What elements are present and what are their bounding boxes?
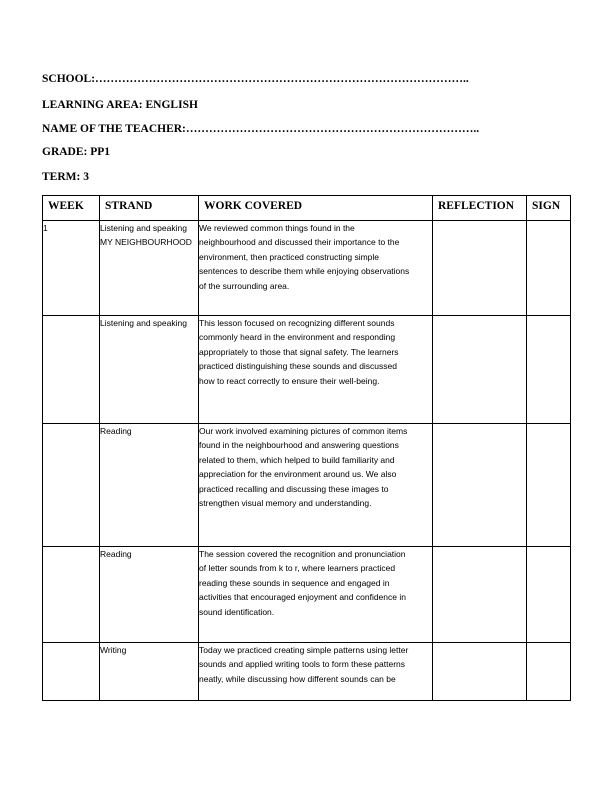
- week-cell: 1: [43, 221, 100, 316]
- sign-cell: [527, 316, 571, 424]
- sign-cell: [527, 424, 571, 547]
- teacher-name-field: NAME OF THE TEACHER:…………………………………………………………………..: [42, 123, 480, 135]
- term-field: TERM: 3: [42, 171, 89, 183]
- reflection-cell: [433, 316, 527, 424]
- strand-cell: Listening and speaking MY NEIGHBOURHOOD: [100, 221, 199, 316]
- work-covered-text: Today we practiced creating simple patterns using letter sounds and applied writing tools to form these patterns neatly, while discussing how different sounds can be: [199, 645, 409, 684]
- column-header-week: WEEK: [43, 196, 100, 221]
- sign-cell: [527, 221, 571, 316]
- table-row: [43, 424, 571, 547]
- reflection-cell: [433, 547, 527, 643]
- column-header-reflection: REFLECTION: [433, 196, 527, 221]
- work-covered-cell: [199, 643, 433, 701]
- table-row: [43, 221, 571, 316]
- column-header-sign: SIGN: [527, 196, 571, 221]
- work-covered-table: [42, 195, 571, 701]
- reflection-cell: [433, 643, 527, 701]
- table-header-row: [43, 196, 571, 221]
- week-cell: [43, 643, 100, 701]
- reflection-cell: [433, 424, 527, 547]
- sign-cell: [527, 643, 571, 701]
- school-field: SCHOOL:……………………………………………………………………………………..: [42, 73, 469, 85]
- work-covered-cell: [199, 221, 433, 316]
- work-covered-text: The session covered the recognition and pronunciation of letter sounds from k to r, where learners practiced reading these sounds in sequence and engaged in activities that encouraged enjoyment and confidence in sound identification.: [199, 549, 406, 617]
- work-covered-cell: [199, 424, 433, 547]
- strand-cell: Writing: [100, 643, 199, 701]
- table-row: [43, 316, 571, 424]
- work-covered-text: This lesson focused on recognizing different sounds commonly heard in the environment and responding appropriately to those that signal safety. The learners practiced distinguishing these sounds and discussed how to react correctly to ensure their well-being.: [199, 318, 399, 386]
- sign-cell: [527, 547, 571, 643]
- week-cell: [43, 424, 100, 547]
- reflection-cell: [433, 221, 527, 316]
- learning-area-field: LEARNING AREA: ENGLISH: [42, 99, 198, 111]
- strand-cell: Listening and speaking: [100, 316, 199, 424]
- work-covered-text: Our work involved examining pictures of common items found in the neighbourhood and answering questions related to them, which helped to build familiarity and appreciation for the environment around us. We also practiced recalling and discussing these images to strengthen visual memory and understanding.: [199, 426, 408, 509]
- week-cell: [43, 547, 100, 643]
- strand-cell: Reading: [100, 424, 199, 547]
- column-header-work-covered: WORK COVERED: [199, 196, 433, 221]
- table-row: [43, 643, 571, 701]
- strand-cell: Reading: [100, 547, 199, 643]
- grade-field: GRADE: PP1: [42, 146, 111, 158]
- week-cell: [43, 316, 100, 424]
- work-covered-cell: [199, 547, 433, 643]
- work-covered-text: We reviewed common things found in the neighbourhood and discussed their importance to the environment, then practiced constructing simple sentences to describe them while enjoying observations of the surrounding area.: [199, 223, 410, 291]
- column-header-strand: STRAND: [100, 196, 199, 221]
- work-covered-cell: [199, 316, 433, 424]
- table-row: [43, 547, 571, 643]
